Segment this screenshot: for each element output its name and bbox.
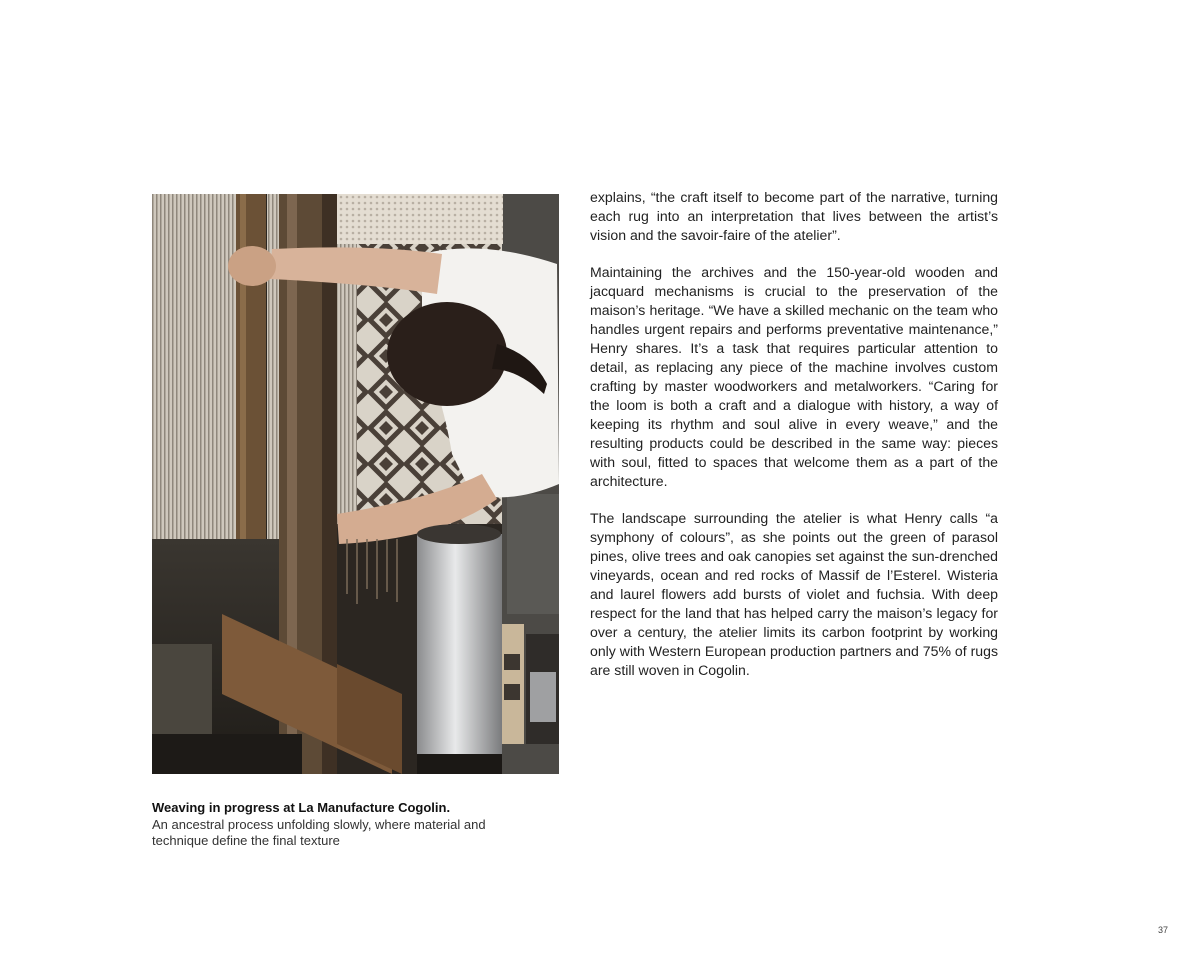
page-number: 37 bbox=[1158, 925, 1169, 935]
photo-caption bbox=[152, 800, 512, 850]
article-body bbox=[590, 188, 998, 698]
article-paragraph: The landscape surrounding the atelier is what Henry calls “a symphony of colours”, as she points out the green of parasol pines, olive trees and oak canopies set against the sun-drenched vineyards, ocean and red rocks of Massif de l’Esterel. Wisteria and laurel flowers add bursts of violet and fuchsia. With deep respect for the land that has helped carry the maison’s legacy for over a century, the atelier limits its carbon footprint by working only with Western European production partners and 75% of rugs are still woven in Cogolin. bbox=[590, 510, 998, 678]
article-paragraph: explains, “the craft itself to become part of the narrative, turning each rug into an interpretation that lives between the artist’s vision and the savoir-faire of the atelier”. bbox=[590, 189, 998, 243]
article-paragraph: Maintaining the archives and the 150-year-old wooden and jacquard mechanisms is crucial to the preservation of the maison’s heritage. “We have a skilled mechanic on the team who handles urgent repairs and performs preventative maintenance,” Henry shares. It’s a task that requires particular attention to detail, as replacing any piece of the machine involves custom crafting by master woodworkers and metalworkers. “Caring for the loom is both a craft and a dialogue with history, a way of keeping its rhythm and soul alive in every weave,” and the resulting products could be described in the same way: pieces with soul, fitted to spaces that welcome them as a part of the architecture. bbox=[590, 264, 998, 489]
caption-body: An ancestral process unfolding slowly, where material and technique define the final texture bbox=[152, 816, 486, 848]
caption-title: Weaving in progress at La Manufacture Cogolin. bbox=[152, 800, 451, 815]
weaving-loom-photo bbox=[152, 194, 559, 774]
